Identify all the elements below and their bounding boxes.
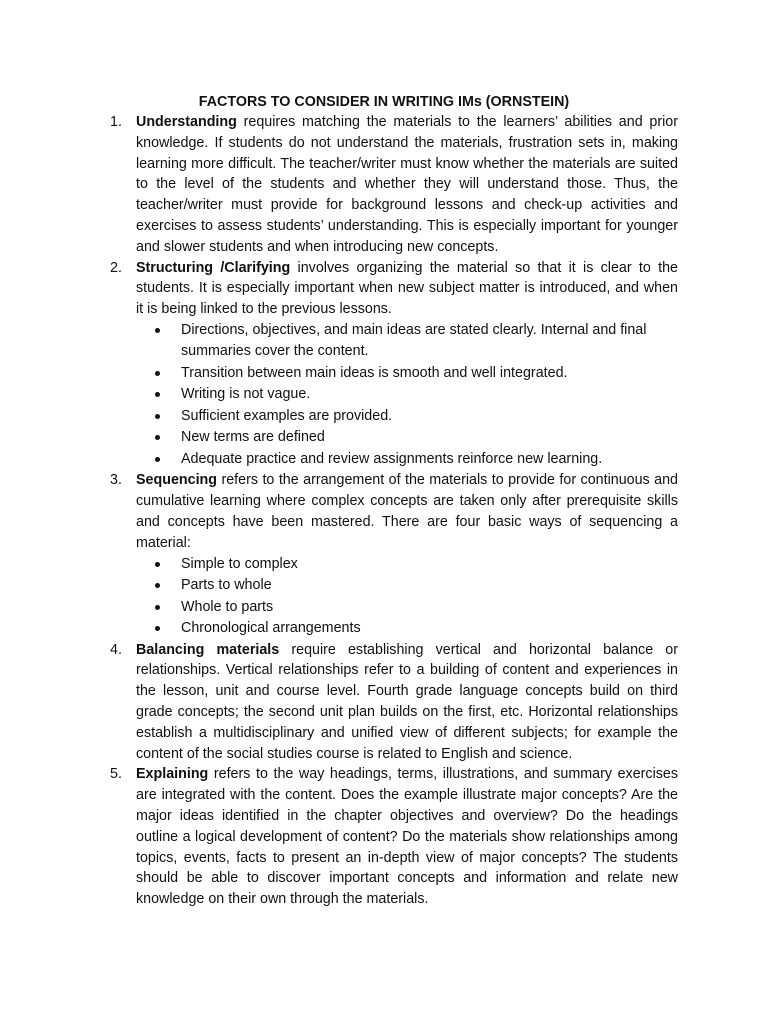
bullet-item: Simple to complex <box>181 554 678 576</box>
item-number: 1. <box>110 114 122 130</box>
item-text: require establishing vertical and horizontal balance or relationships. Vertical relationships refer to a building of content and experiences in the lesson, unit and course level. Fourth grade language concepts build on third grade concepts; the second unit plan builds on the first, etc. Horizontal relationships establish a multidisciplinary and unified view of different subjects; for example the content of the social studies course is related to English and science. <box>136 641 678 762</box>
list-item <box>110 764 678 910</box>
item-term: Structuring /Clarifying <box>136 259 291 276</box>
bullet-item: Adequate practice and review assignments reinforce new learning. <box>181 449 678 471</box>
list-item <box>110 640 678 765</box>
factors-list <box>110 112 678 910</box>
item-term: Sequencing <box>136 472 218 489</box>
item-text: refers to the way headings, terms, illustrations, and summary exercises are integrated with the content. Does the example illustrate major concepts? Are the major ideas identified in the chapter objectives and overview? Do the headings outline a logical development of content? Do the materials show relationships among topics, events, facts to present an in-depth view of major concepts? The students should be able to discover important concepts and information and relate new knowledge on their own through the materials. <box>136 766 678 908</box>
item-text: requires matching the materials to the learners’ abilities and prior knowledge. If students do not understand the materials, frustration sets in, making learning more difficult. The teacher/writer must know whether the materials are suited to the level of the students and whether they will understand those. Thus, the teacher/writer must provide for background lessons and check-up activities and exercises to assess students’ understanding. This is especially important for younger and slower students and when introducing new concepts. <box>136 114 678 255</box>
bullet-item: Directions, objectives, and main ideas are stated clearly. Internal and final summaries cover the content. <box>181 320 678 363</box>
item-text: involves organizing the material so that it is clear to the students. It is especially important when new subject matter is introduced, and when it is being linked to the previous lessons. <box>136 259 679 318</box>
item-text: refers to the arrangement of the materials to provide for continuous and cumulative learning where complex concepts are taken only after prerequisite skills and concepts have been mastered. There are four basic ways of sequencing a material: <box>136 472 678 551</box>
bullet-item: Writing is not vague. <box>181 384 678 406</box>
item-paragraph <box>136 640 678 765</box>
list-item <box>110 470 678 639</box>
bullet-item: Transition between main ideas is smooth and well integrated. <box>181 363 678 385</box>
item-number: 4. <box>110 641 122 658</box>
item-number: 5. <box>110 766 122 783</box>
bullet-item: Parts to whole <box>181 575 678 597</box>
item-number: 2. <box>110 259 122 276</box>
item-paragraph <box>136 258 678 320</box>
page-title: FACTORS TO CONSIDER IN WRITING IMs (ORNSTEIN) <box>198 94 570 110</box>
item-number: 3. <box>110 472 122 489</box>
bullet-item: Sufficient examples are provided. <box>181 406 678 428</box>
item-paragraph <box>136 112 678 258</box>
list-item <box>110 258 678 471</box>
bullet-list <box>136 554 678 640</box>
item-paragraph <box>136 470 678 553</box>
item-term: Balancing materials <box>136 641 280 658</box>
list-item <box>110 112 678 258</box>
bullet-list <box>136 320 678 471</box>
item-term: Explaining <box>136 766 209 783</box>
bullet-item: New terms are defined <box>181 427 678 449</box>
bullet-item: Whole to parts <box>181 597 678 619</box>
bullet-item: Chronological arrangements <box>181 618 678 640</box>
item-paragraph <box>136 764 678 910</box>
item-term: Understanding <box>136 114 237 130</box>
